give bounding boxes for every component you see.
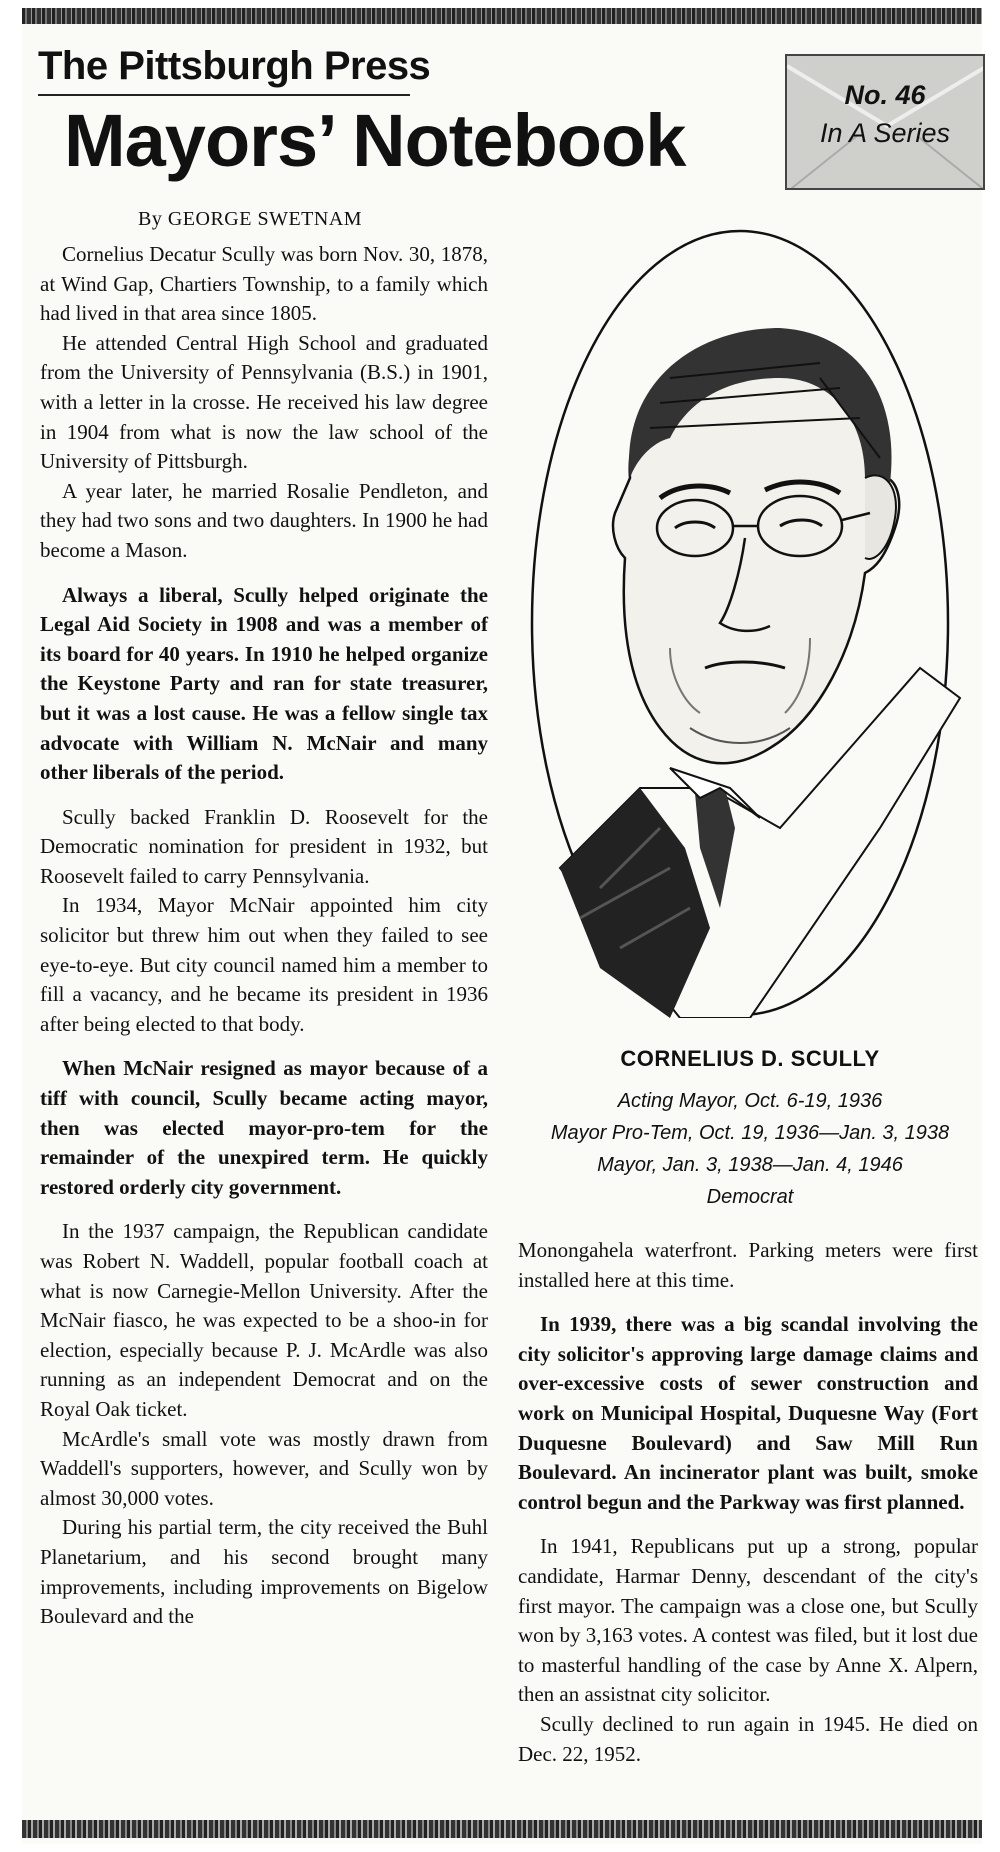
caption-mayor-pro-tem: Mayor Pro-Tem, Oct. 19, 1936—Jan. 3, 1938: [550, 1122, 950, 1144]
article-paragraph: During his partial term, the city received the Buhl Planetarium, and his second brought many improvements, including improvements on Bigelow Boulevard and the: [40, 1515, 488, 1629]
article-paragraph: Scully backed Franklin D. Roosevelt for the Democratic nomination for president in 1932, but Roosevelt failed to carry Pennsylvania.: [40, 804, 488, 888]
series-badge: [785, 54, 985, 190]
article-paragraph: In 1941, Republicans put up a strong, popular candidate, Harmar Denny, descendant of the city's first mayor. The campaign was a close one, but Scully won by 3,163 votes. A contest was filed, but it lost due to masterful handling of the case by Anne X. Alpern, then an assistnat city solicitor.: [518, 1534, 978, 1707]
top-border-rule: [22, 8, 982, 24]
bottom-border-rule: [22, 1820, 982, 1838]
article-paragraph: In 1934, Mayor McNair appointed him city solicitor but threw him out when they failed to see eye-to-eye. But city council named him a member to fill a vacancy, and he became its president in 1936 after being elected to that body.: [40, 893, 488, 1036]
column-title: Mayors’ Notebook: [64, 99, 686, 182]
caption-mayor-term: Mayor, Jan. 3, 1938—Jan. 4, 1946: [597, 1154, 903, 1176]
caption-acting-mayor: Acting Mayor, Oct. 6-19, 1936: [617, 1090, 883, 1112]
masthead-rule: [38, 94, 410, 96]
portrait-illustration: [520, 228, 980, 1018]
article-paragraph: Always a liberal, Scully helped originate the Legal Aid Society in 1908 and was a member of its board for 40 years. In 1910 he helped organize the Keystone Party and ran for state treasurer, but it was a lost cause. He was a fellow single tax advocate with William N. McNair and many other liberals of the period.: [40, 582, 488, 785]
article-paragraph: When McNair resigned as mayor because of a tiff with council, Scully became acting mayor, then was elected mayor-pro-tem for the remainder of the unexpired term. He quickly restored orderly city government.: [40, 1056, 488, 1199]
newspaper-name: The Pittsburgh Press: [38, 44, 431, 88]
article-paragraph: He attended Central High School and graduated from the University of Pennsylvania (B.S.) in 1901, with a letter in la crosse. He received his law degree in 1904 from what is now the law school of the University of Pittsburgh.: [40, 330, 488, 474]
article-column-left: [40, 240, 488, 1632]
article-paragraph: Cornelius Decatur Scully was born Nov. 30, 1878, at Wind Gap, Chartiers Township, to a family which had lived in that area since 1805.: [40, 242, 488, 326]
article-paragraph: A year later, he married Rosalie Pendleton, and they had two sons and two daughters. In 1900 he had become a Mason.: [40, 478, 488, 562]
series-label: In A Series: [819, 118, 951, 148]
series-number: No. 46: [844, 80, 926, 110]
byline: By GEORGE SWETNAM: [138, 208, 363, 230]
article-paragraph: Monongahela waterfront. Parking meters were first installed here at this time.: [518, 1238, 978, 1292]
article-paragraph: McArdle's small vote was mostly drawn from Waddell's supporters, however, and Scully won by almost 30,000 votes.: [40, 1426, 488, 1510]
article-paragraph: In 1939, there was a big scandal involving the city solicitor's approving large damage claims and over-excessive costs of sewer construction and work on Municipal Hospital, Duquesne Way (Fort Duquesne Boulevard) and Saw Mill Run Boulevard. An incinerator plant was built, smoke control begun and the Parkway was first planned.: [518, 1312, 978, 1514]
article-paragraph: In the 1937 campaign, the Republican candidate was Robert N. Waddell, popular football coach at what is now Carnegie-Mellon University. After the McNair fiasco, he was expected to be a shoo-in for election, especially because P. J. McArdle was also running as an independent Democrat and on the Royal Oak ticket.: [40, 1219, 488, 1421]
article-paragraph: Scully declined to run again in 1945. He died on Dec. 22, 1952.: [518, 1711, 978, 1766]
article-column-right: [518, 1236, 978, 1769]
caption-party: Democrat: [706, 1186, 794, 1208]
portrait-caption-name: CORNELIUS D. SCULLY: [620, 1046, 880, 1071]
